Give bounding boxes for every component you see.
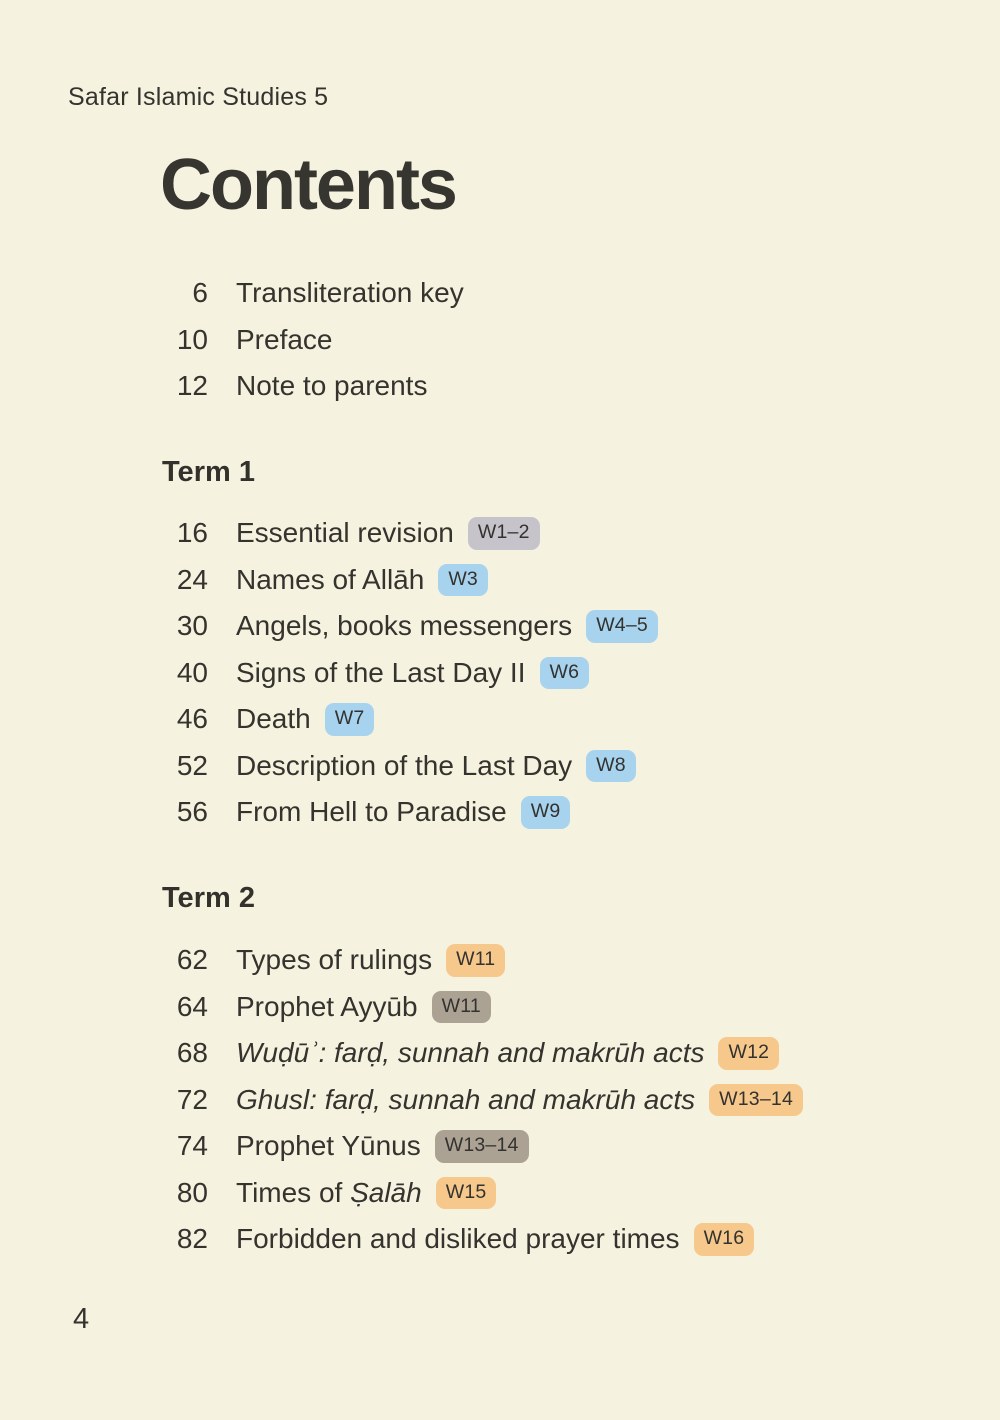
toc-entry-page-number: 24	[176, 563, 208, 595]
front-matter-list	[162, 270, 464, 410]
toc-entry-title-segment: Transliteration key	[236, 277, 464, 309]
toc-row	[162, 650, 658, 697]
toc-entry-page-number: 6	[192, 277, 208, 309]
week-badge: W11	[432, 991, 491, 1024]
toc-entry-title	[236, 564, 424, 596]
week-badge: W9	[521, 796, 571, 829]
toc-entry-page-number: 46	[176, 703, 208, 735]
week-badge: W16	[694, 1223, 755, 1256]
toc-entry-title-segment: From Hell to Paradise	[236, 796, 507, 828]
toc-entry-page-number: 68	[176, 1037, 208, 1069]
toc-entry-title-segment: Prophet Yūnus	[236, 1130, 421, 1162]
toc-row	[162, 1030, 803, 1077]
toc-row	[162, 789, 658, 836]
section-heading-term-1: Term 1	[162, 456, 255, 488]
toc-entry-title	[236, 370, 427, 402]
toc-entry-title	[236, 703, 311, 735]
toc-entry-page-number: 80	[176, 1176, 208, 1208]
toc-entry-title-segment: Wuḍūʾ: farḍ, sunnah and makrūh acts	[236, 1037, 705, 1069]
toc-entry-title	[236, 1177, 422, 1209]
page-title: Contents	[160, 145, 456, 225]
toc-entry-title	[236, 657, 526, 689]
toc-entry-page-number: 72	[176, 1083, 208, 1115]
week-badge: W7	[325, 703, 375, 736]
toc-entry-title-segment: Types of rulings	[236, 944, 433, 976]
toc-entry-page-number: 56	[176, 796, 208, 828]
week-badge: W15	[436, 1177, 497, 1210]
toc-row	[162, 603, 658, 650]
toc-row	[162, 510, 658, 557]
toc-entry-page-number: 40	[176, 656, 208, 688]
running-head: Safar Islamic Studies 5	[68, 83, 329, 111]
toc-entry-title	[236, 517, 454, 549]
toc-entry-title-segment: Signs of the Last Day II	[236, 656, 526, 688]
term-2-list	[162, 937, 803, 1263]
toc-entry-title-segment: Times of	[236, 1176, 351, 1208]
toc-row	[162, 557, 658, 604]
toc-row	[162, 270, 464, 317]
toc-entry-page-number: 74	[176, 1130, 208, 1162]
toc-row	[162, 937, 803, 984]
page-number: 4	[73, 1303, 90, 1335]
toc-entry-page-number: 64	[176, 990, 208, 1022]
term-1-list	[162, 510, 658, 836]
toc-entry-title-segment: Preface	[236, 323, 333, 355]
toc-entry-page-number: 62	[176, 944, 208, 976]
toc-entry-title	[236, 796, 507, 828]
toc-entry-title	[236, 610, 572, 642]
toc-entry-title	[236, 277, 464, 309]
toc-row	[162, 1077, 803, 1124]
toc-entry-title-segment: Essential revision	[236, 517, 454, 549]
toc-entry-title-segment: Names of Allāh	[236, 563, 425, 595]
week-badge: W6	[540, 657, 590, 690]
toc-entry-title-segment: Note to parents	[236, 370, 428, 402]
week-badge: W3	[438, 564, 488, 597]
toc-row	[162, 743, 658, 790]
toc-entry-title	[236, 991, 418, 1023]
toc-entry-title-segment: Forbidden and disliked prayer times	[236, 1223, 680, 1255]
toc-entry-title	[236, 1084, 695, 1116]
toc-entry-page-number: 10	[176, 323, 208, 355]
toc-entry-title	[236, 1223, 680, 1255]
toc-entry-title	[236, 944, 432, 976]
toc-row	[162, 1123, 803, 1170]
toc-row	[162, 984, 803, 1031]
toc-entry-title	[236, 324, 333, 356]
toc-entry-page-number: 52	[176, 749, 208, 781]
toc-row	[162, 1170, 803, 1217]
week-badge: W1–2	[468, 517, 540, 550]
toc-row	[162, 317, 464, 364]
toc-entry-page-number: 82	[176, 1223, 208, 1255]
toc-entry-page-number: 30	[176, 610, 208, 642]
week-badge: W13–14	[435, 1130, 529, 1163]
toc-entry-title-segment: Angels, books messengers	[236, 610, 573, 642]
week-badge: W11	[446, 944, 505, 977]
week-badge: W4–5	[586, 610, 658, 643]
toc-entry-title	[236, 750, 572, 782]
week-badge: W8	[586, 750, 636, 783]
toc-row	[162, 1216, 803, 1263]
toc-entry-title-segment: Ghusl: farḍ, sunnah and makrūh acts	[236, 1083, 696, 1115]
toc-row	[162, 363, 464, 410]
toc-entry-title-segment: Description of the Last Day	[236, 749, 573, 781]
toc-row	[162, 696, 658, 743]
toc-entry-title-segment: Ṣalāh	[350, 1176, 422, 1208]
week-badge: W12	[718, 1037, 779, 1070]
toc-entry-title	[236, 1037, 704, 1069]
toc-entry-title-segment: Death	[236, 703, 311, 735]
week-badge: W13–14	[709, 1084, 803, 1117]
toc-entry-title-segment: Prophet Ayyūb	[236, 990, 418, 1022]
toc-entry-title	[236, 1130, 421, 1162]
section-heading-term-2: Term 2	[162, 882, 255, 914]
toc-entry-page-number: 16	[176, 517, 208, 549]
toc-entry-page-number: 12	[176, 370, 208, 402]
